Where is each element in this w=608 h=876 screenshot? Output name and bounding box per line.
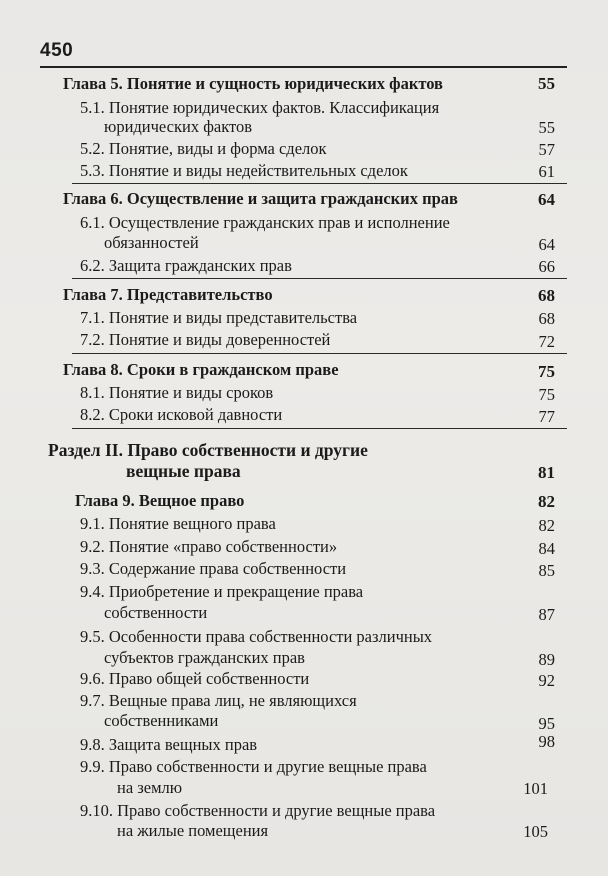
toc-entry-page: 68 — [538, 286, 555, 305]
toc-entry-title: 5.3. Понятие и виды недействительных сделок — [80, 161, 408, 180]
toc-entry-title: 6.1. Осуществление гражданских прав и исполнение — [80, 213, 450, 232]
toc-entry-page: 98 — [538, 732, 555, 751]
toc-entry-title: вещные права — [126, 461, 241, 481]
toc-entry-page: 84 — [538, 539, 555, 558]
toc-entry-page: 64 — [538, 235, 555, 254]
toc-entry-title: 8.1. Понятие и виды сроков — [80, 383, 274, 402]
toc-entry-title: Раздел II. Право собственности и другие — [48, 440, 368, 460]
toc-entry-title: собственниками — [104, 711, 219, 730]
toc-entry-title: Глава 7. Представительство — [63, 285, 273, 304]
toc-entry-page: 82 — [538, 516, 555, 535]
toc-entry-title: обязанностей — [104, 233, 199, 252]
toc-entry-title: 9.6. Право общей собственности — [80, 669, 310, 688]
chapter-rule — [72, 278, 567, 279]
toc-entry-title: собственности — [104, 603, 208, 622]
header-rule — [40, 66, 567, 68]
toc-entry-title: 5.2. Понятие, виды и форма сделок — [80, 139, 327, 158]
toc-entry-page: 57 — [538, 140, 555, 159]
toc-entry-title: Глава 6. Осуществление и защита гражданских прав — [63, 189, 458, 208]
toc-entry-page: 61 — [538, 162, 555, 181]
toc-entry-page: 55 — [538, 74, 555, 93]
toc-entry-title: 9.3. Содержание права собственности — [80, 559, 347, 578]
toc-entry-page: 105 — [523, 822, 548, 841]
toc-entry-title: 9.10. Право собственности и другие вещные права — [80, 801, 436, 820]
chapter-rule — [72, 428, 567, 429]
toc-entry-page: 92 — [538, 671, 555, 690]
toc-entry-page: 95 — [538, 714, 555, 733]
toc-entry-title: 8.2. Сроки исковой давности — [80, 405, 283, 424]
toc-entry-page: 77 — [538, 407, 555, 426]
toc-entry-title: 7.1. Понятие и виды представительства — [80, 308, 358, 327]
toc-entry-title: 9.8. Защита вещных прав — [80, 735, 258, 754]
toc-entry-page: 87 — [538, 605, 555, 624]
toc-entry-title: 5.1. Понятие юридических фактов. Классификация — [80, 98, 440, 117]
toc-entry-page: 81 — [538, 463, 555, 482]
toc-entry-page: 82 — [538, 492, 555, 511]
toc-entry-title: 9.2. Понятие «право собственности» — [80, 537, 338, 556]
toc-entry-title: 9.4. Приобретение и прекращение права — [80, 582, 364, 601]
toc-entry-title: Глава 8. Сроки в гражданском праве — [63, 360, 339, 379]
page-number: 450 — [40, 40, 74, 61]
toc-entry-title: 6.2. Защита гражданских прав — [80, 256, 292, 275]
toc-entry-page: 72 — [538, 332, 555, 351]
toc-entry-page: 75 — [538, 362, 555, 381]
toc-entry-title: на жилые помещения — [117, 821, 269, 840]
toc-entry-title: 7.2. Понятие и виды доверенностей — [80, 330, 331, 349]
toc-entry-page: 66 — [538, 257, 555, 276]
toc-entry-page: 64 — [538, 190, 555, 209]
toc-entry-page: 85 — [538, 561, 555, 580]
toc-entry-title: на землю — [117, 778, 183, 797]
toc-entry-title: 9.9. Право собственности и другие вещные права — [80, 757, 427, 776]
toc-entry-title: 9.5. Особенности права собственности различных — [80, 627, 433, 646]
toc-entry-page: 75 — [538, 385, 555, 404]
toc-entry-page: 89 — [538, 650, 555, 669]
toc-entry-page: 55 — [538, 118, 555, 137]
chapter-rule — [72, 353, 567, 354]
toc-entry-title: Глава 5. Понятие и сущность юридических фактов — [63, 74, 443, 93]
toc-entry-page: 101 — [523, 779, 548, 798]
toc-entry-title: юридических фактов — [104, 117, 253, 136]
chapter-rule — [72, 183, 567, 184]
toc-entry-title: субъектов гражданских прав — [104, 648, 305, 667]
toc-entry-title: Глава 9. Вещное право — [75, 491, 245, 510]
toc-entry-title: 9.1. Понятие вещного права — [80, 514, 276, 533]
toc-entry-title: 9.7. Вещные права лиц, не являющихся — [80, 691, 357, 710]
toc-entry-page: 68 — [538, 309, 555, 328]
